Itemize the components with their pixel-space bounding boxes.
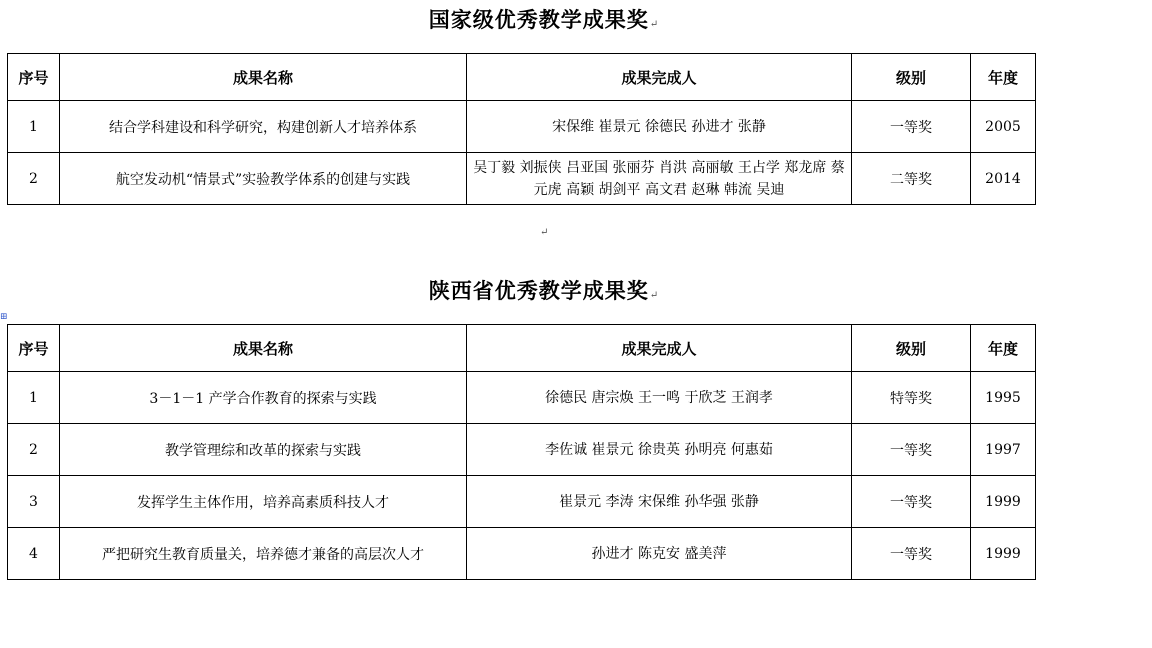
cell-people: 吴丁毅 刘振侠 吕亚国 张丽芬 肖洪 高丽敏 王占学 郑龙席 蔡元虎 高颖 胡剑平 高文君 赵琳 韩流 吴迪 (467, 153, 852, 205)
cell-name: 发挥学生主体作用，培养高素质科技人才 (60, 476, 467, 528)
cell-name: 严把研究生教育质量关，培养德才兼备的高层次人才 (60, 528, 467, 580)
table-header-row (8, 54, 1036, 101)
cell-name: 航空发动机“情景式”实验教学体系的创建与实践 (60, 153, 467, 205)
table-row (8, 476, 1036, 528)
header-year: 年度 (971, 325, 1036, 372)
cell-no: 4 (8, 528, 60, 580)
cell-name: 3－1－1 产学合作教育的探索与实践 (60, 372, 467, 424)
cell-year: 1999 (971, 476, 1036, 528)
cell-year: 2014 (971, 153, 1036, 205)
cell-level: 一等奖 (852, 424, 971, 476)
section2-title: 陕西省优秀教学成果奖↵ (428, 278, 660, 303)
header-people: 成果完成人 (467, 54, 852, 101)
header-name: 成果名称 (60, 325, 467, 372)
header-year: 年度 (971, 54, 1036, 101)
header-no: 序号 (8, 54, 60, 101)
header-no: 序号 (8, 325, 60, 372)
paragraph-mark-icon: ↵ (649, 19, 660, 30)
cell-people: 徐德民 唐宗焕 王一鸣 于欣芝 王润孝 (467, 372, 852, 424)
section1-title: 国家级优秀教学成果奖↵ (428, 7, 660, 32)
cell-year: 1995 (971, 372, 1036, 424)
cell-level: 二等奖 (852, 153, 971, 205)
table-row (8, 424, 1036, 476)
paragraph-mark-icon: ↵ (649, 290, 660, 301)
header-level: 级别 (852, 54, 971, 101)
cell-year: 1997 (971, 424, 1036, 476)
provincial-award-table (7, 324, 1036, 580)
cell-level: 一等奖 (852, 101, 971, 153)
cell-level: 一等奖 (852, 528, 971, 580)
cell-no: 2 (8, 424, 60, 476)
table-header-row (8, 325, 1036, 372)
header-level: 级别 (852, 325, 971, 372)
paragraph-mark-icon: ↵ (540, 227, 549, 238)
table-anchor-icon[interactable]: ⊞ (0, 312, 8, 322)
cell-no: 1 (8, 101, 60, 153)
table-row (8, 528, 1036, 580)
cell-level: 一等奖 (852, 476, 971, 528)
cell-people: 孙进才 陈克安 盛美萍 (467, 528, 852, 580)
cell-people: 宋保维 崔景元 徐德民 孙进才 张静 (467, 101, 852, 153)
cell-no: 2 (8, 153, 60, 205)
cell-people: 李佐诚 崔景元 徐贵英 孙明亮 何惠茹 (467, 424, 852, 476)
cell-year: 2005 (971, 101, 1036, 153)
table-row (8, 153, 1036, 205)
header-name: 成果名称 (60, 54, 467, 101)
table-row (8, 101, 1036, 153)
header-people: 成果完成人 (467, 325, 852, 372)
table-row (8, 372, 1036, 424)
cell-year: 1999 (971, 528, 1036, 580)
cell-people: 崔景元 李涛 宋保维 孙华强 张静 (467, 476, 852, 528)
cell-no: 3 (8, 476, 60, 528)
cell-name: 教学管理综和改革的探索与实践 (60, 424, 467, 476)
cell-level: 特等奖 (852, 372, 971, 424)
cell-name: 结合学科建设和科学研究，构建创新人才培养体系 (60, 101, 467, 153)
cell-no: 1 (8, 372, 60, 424)
national-award-table (7, 53, 1036, 205)
